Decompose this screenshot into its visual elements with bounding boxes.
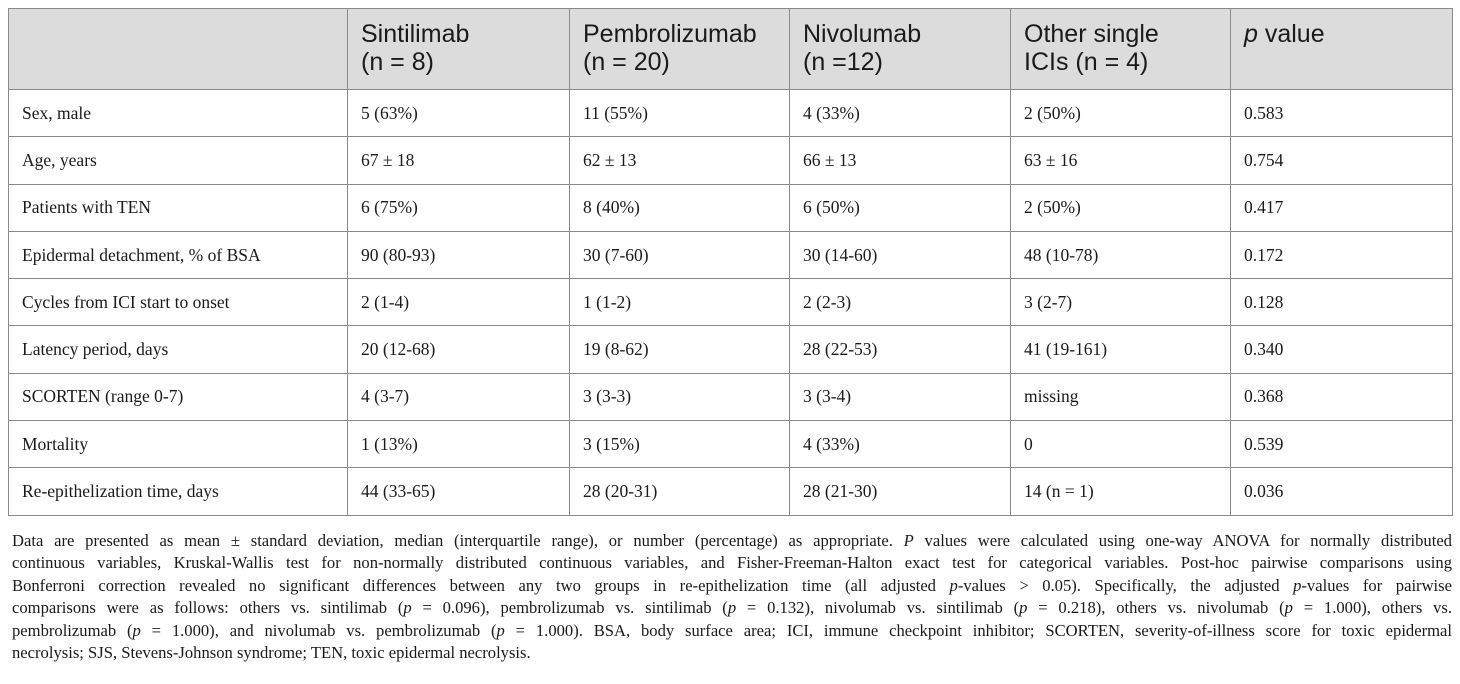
p-value-cell: 0.539	[1231, 421, 1453, 468]
header-cell-sintilimab	[348, 9, 570, 90]
p-value-cell: 0.417	[1231, 184, 1453, 231]
sintilimab-cell: 6 (75%)	[348, 184, 570, 231]
footnote-text: necrolysis; SJS, Stevens-Johnson syndrome; TEN, toxic epidermal necrolysis.	[12, 643, 531, 663]
table-row	[9, 326, 1453, 373]
footnote-text: = 0.218), others vs. nivolumab (	[1027, 598, 1285, 618]
p-value-cell: 0.583	[1231, 90, 1453, 137]
pembrolizumab-cell: 1 (1-2)	[570, 279, 790, 326]
other-ici-cell: 3 (2-7)	[1011, 279, 1231, 326]
footnote-italic: p	[403, 598, 412, 618]
nivolumab-cell: 66 ± 13	[790, 137, 1011, 184]
pembrolizumab-cell: 28 (20-31)	[570, 468, 790, 515]
table-row	[9, 468, 1453, 515]
footnote-italic: p	[1293, 575, 1302, 595]
footnote-italic: p	[1019, 598, 1028, 618]
footnote-text: = 1.000). BSA, body surface area; ICI, immune checkpoint inhibitor; SCORTEN, severity-of-illness score for toxic epidermal	[504, 620, 1452, 640]
table-row	[9, 279, 1453, 326]
row-label-cell: Sex, male	[9, 90, 348, 137]
footnote-italic: P	[903, 531, 914, 550]
sintilimab-cell: 90 (80-93)	[348, 231, 570, 278]
nivolumab-cell: 4 (33%)	[790, 421, 1011, 468]
footnote-italic: p	[496, 620, 505, 640]
header-cell-blank	[9, 9, 348, 90]
pembrolizumab-cell: 3 (3-3)	[570, 373, 790, 420]
pembrolizumab-cell: 19 (8-62)	[570, 326, 790, 373]
row-label-cell: Patients with TEN	[9, 184, 348, 231]
header-title: Sintilimab	[361, 20, 470, 48]
footnote-text: = 0.132), nivolumab vs. sintilimab (	[736, 598, 1020, 618]
nivolumab-cell: 30 (14-60)	[790, 231, 1011, 278]
footnote-text: = 1.000), and nivolumab vs. pembrolizumab (	[140, 620, 497, 640]
pembrolizumab-cell: 30 (7-60)	[570, 231, 790, 278]
footnote-italic: p	[949, 575, 958, 595]
nivolumab-cell: 28 (22-53)	[790, 326, 1011, 373]
row-label-cell: Mortality	[9, 421, 348, 468]
row-label-cell: Latency period, days	[9, 326, 348, 373]
table-footnote	[12, 530, 1452, 664]
footnote-text: = 0.096), pembrolizumab vs. sintilimab (	[411, 598, 728, 618]
pembrolizumab-cell: 3 (15%)	[570, 421, 790, 468]
row-label-cell: Re-epithelization time, days	[9, 468, 348, 515]
footnote-text: Bonferroni correction revealed no significant differences between any two groups in re-epithelization time (all adjusted	[12, 575, 950, 595]
header-cell-other	[1011, 9, 1231, 90]
header-subtitle: (n =12)	[803, 48, 883, 76]
header-title	[1244, 20, 1439, 48]
header-subtitle: ICIs (n = 4)	[1024, 48, 1149, 76]
footnote-text: continuous variables, Kruskal-Wallis test for non-normally distributed continuous variables, and Fisher-Freeman-Halton exact test for categorical variables. Post-hoc pairwise comparisons using	[12, 553, 1452, 573]
header-p-rest: value	[1257, 20, 1325, 48]
footnote-line	[12, 575, 1452, 597]
p-value-cell: 0.368	[1231, 373, 1453, 420]
other-ici-cell: 0	[1011, 421, 1231, 468]
footnote-line	[12, 642, 1452, 664]
footnote-line	[12, 530, 1452, 552]
p-value-cell: 0.754	[1231, 137, 1453, 184]
footnote-line	[12, 597, 1452, 619]
nivolumab-cell: 28 (21-30)	[790, 468, 1011, 515]
footnote-line	[12, 552, 1452, 574]
header-title: Nivolumab	[803, 20, 922, 48]
p-value-cell: 0.340	[1231, 326, 1453, 373]
other-ici-cell: missing	[1011, 373, 1231, 420]
table-row	[9, 373, 1453, 420]
footnote-text: Data are presented as mean ± standard deviation, median (interquartile range), or number (percentage) as appropriate.	[12, 531, 904, 550]
p-value-cell: 0.036	[1231, 468, 1453, 515]
pembrolizumab-cell: 62 ± 13	[570, 137, 790, 184]
table-body	[9, 90, 1453, 516]
header-subtitle: (n = 20)	[583, 48, 670, 76]
nivolumab-cell: 3 (3-4)	[790, 373, 1011, 420]
nivolumab-cell: 2 (2-3)	[790, 279, 1011, 326]
row-label-cell: Age, years	[9, 137, 348, 184]
table-row	[9, 90, 1453, 137]
header-title: Other single	[1024, 20, 1159, 48]
row-label-cell: SCORTEN (range 0-7)	[9, 373, 348, 420]
other-ici-cell: 14 (n = 1)	[1011, 468, 1231, 515]
header-cell-pembrolizumab	[570, 9, 790, 90]
other-ici-cell: 2 (50%)	[1011, 184, 1231, 231]
table-header	[9, 9, 1453, 90]
nivolumab-cell: 6 (50%)	[790, 184, 1011, 231]
other-ici-cell: 2 (50%)	[1011, 90, 1231, 137]
footnote-text: pembrolizumab (	[12, 620, 133, 640]
footnote-italic: p	[132, 620, 141, 640]
header-title: Pembrolizumab	[583, 20, 757, 48]
table-row	[9, 421, 1453, 468]
table-row	[9, 231, 1453, 278]
p-value-cell: 0.172	[1231, 231, 1453, 278]
header-p-italic: p	[1244, 20, 1258, 48]
other-ici-cell: 41 (19-161)	[1011, 326, 1231, 373]
row-label-cell: Cycles from ICI start to onset	[9, 279, 348, 326]
footnote-text: comparisons were as follows: others vs. sintilimab (	[12, 598, 404, 618]
header-row	[9, 9, 1453, 90]
results-table-container	[8, 8, 1452, 516]
header-cell-nivolumab	[790, 9, 1011, 90]
footnote-text: -values for pairwise	[1301, 575, 1452, 595]
row-label-cell: Epidermal detachment, % of BSA	[9, 231, 348, 278]
pembrolizumab-cell: 11 (55%)	[570, 90, 790, 137]
footnote-italic: p	[727, 598, 737, 618]
header-cell-p-value	[1231, 9, 1453, 90]
table-row	[9, 184, 1453, 231]
footnote-text: values were calculated using one-way ANOVA for normally distributed	[913, 531, 1452, 550]
other-ici-cell: 48 (10-78)	[1011, 231, 1231, 278]
p-value-cell: 0.128	[1231, 279, 1453, 326]
results-table	[8, 8, 1453, 516]
pembrolizumab-cell: 8 (40%)	[570, 184, 790, 231]
sintilimab-cell: 5 (63%)	[348, 90, 570, 137]
sintilimab-cell: 67 ± 18	[348, 137, 570, 184]
footnote-text: = 1.000), others vs.	[1292, 598, 1452, 618]
table-row	[9, 137, 1453, 184]
sintilimab-cell: 4 (3-7)	[348, 373, 570, 420]
footnote-text: -values > 0.05). Specifically, the adjusted	[957, 575, 1294, 595]
nivolumab-cell: 4 (33%)	[790, 90, 1011, 137]
header-subtitle: (n = 8)	[361, 48, 434, 76]
footnote-italic: p	[1284, 598, 1293, 618]
sintilimab-cell: 2 (1-4)	[348, 279, 570, 326]
other-ici-cell: 63 ± 16	[1011, 137, 1231, 184]
sintilimab-cell: 1 (13%)	[348, 421, 570, 468]
sintilimab-cell: 20 (12-68)	[348, 326, 570, 373]
sintilimab-cell: 44 (33-65)	[348, 468, 570, 515]
footnote-line	[12, 620, 1452, 642]
